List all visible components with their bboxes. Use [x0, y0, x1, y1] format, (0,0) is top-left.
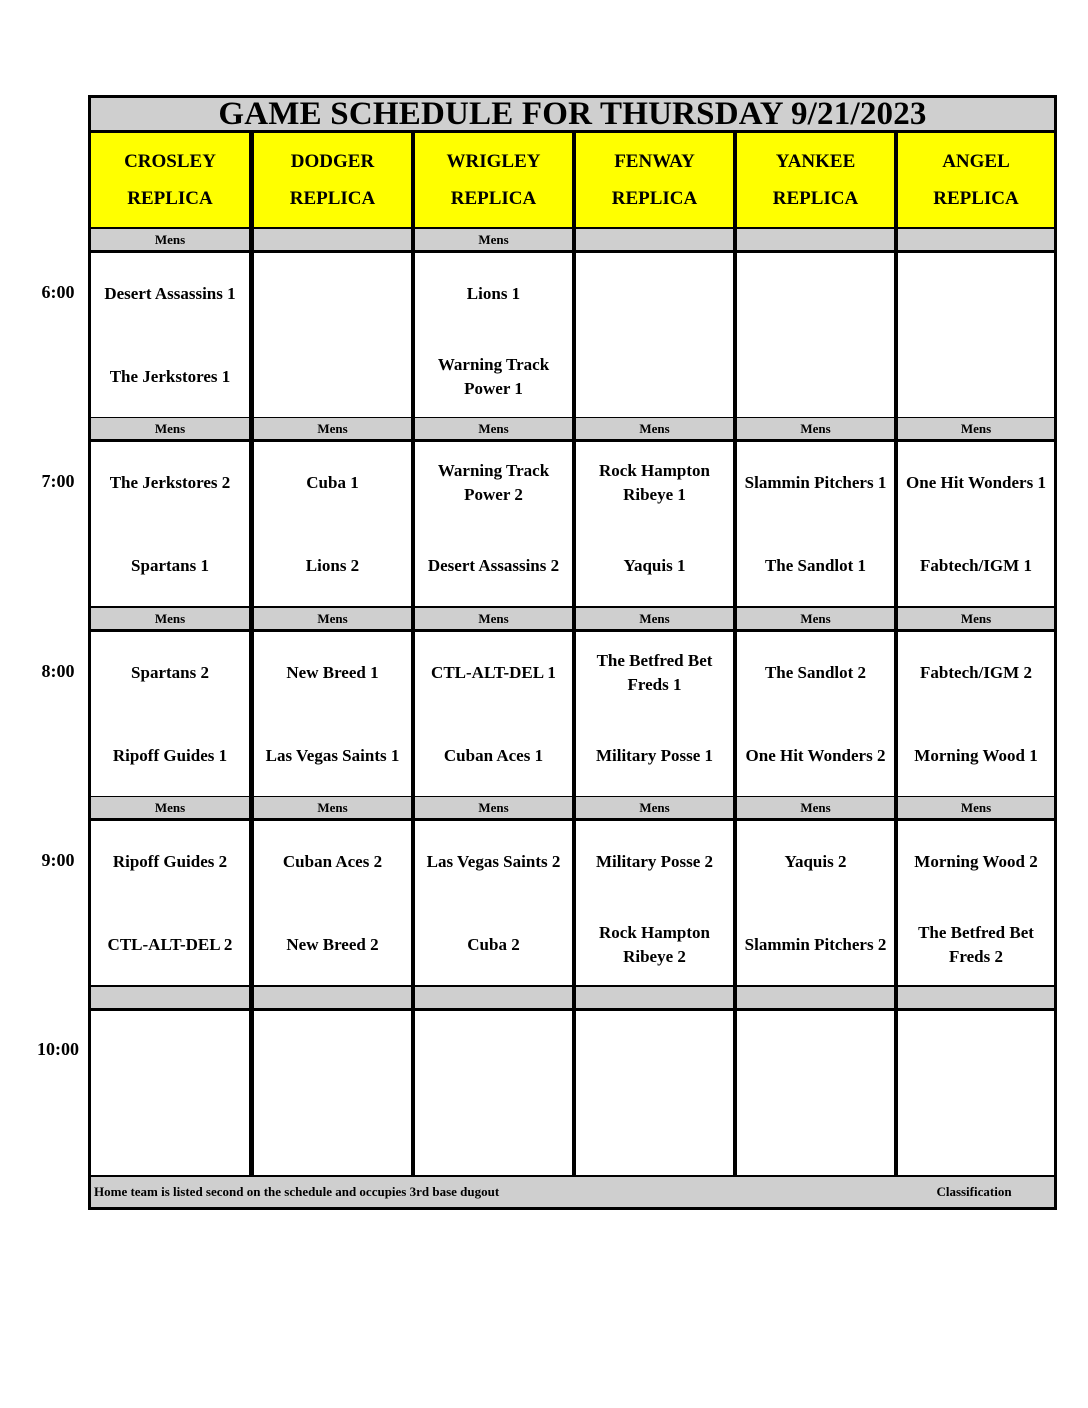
classification-cell: Mens: [91, 608, 249, 629]
field-name: FENWAY: [614, 151, 695, 172]
home-team: Las Vegas Saints 1: [265, 746, 400, 765]
classification-cell: Mens: [737, 797, 894, 818]
classification-cell: [898, 987, 1054, 1008]
page-title: GAME SCHEDULE FOR THURSDAY 9/21/2023: [91, 98, 1054, 130]
classification-cell: Mens: [898, 418, 1054, 439]
game-cell: [91, 253, 249, 417]
away-team: [576, 1021, 733, 1083]
classification-cell: [576, 229, 733, 250]
home-team: [737, 1104, 894, 1166]
footer-bar: [91, 1177, 1054, 1207]
game-cell: [576, 442, 733, 606]
away-team: Rock Hampton Ribeye 1: [599, 461, 710, 504]
game-cell: [91, 442, 249, 606]
game-cell: [415, 632, 572, 796]
home-team: Spartans 1: [131, 556, 209, 575]
game-cell: [91, 632, 249, 796]
away-team: [737, 263, 894, 325]
game-cell: [415, 442, 572, 606]
field-header-yankee: [737, 133, 894, 227]
home-team: Warning Track Power 1: [437, 355, 550, 398]
game-cell: [254, 253, 411, 417]
home-team: Slammin Pitchers 2: [744, 935, 887, 954]
away-team: Cuban Aces 2: [282, 852, 383, 871]
field-subtitle: REPLICA: [450, 188, 537, 209]
home-team: [415, 1104, 572, 1166]
home-team: One Hit Wonders 2: [745, 746, 886, 765]
game-cell: [576, 253, 733, 417]
home-team: [898, 346, 1054, 408]
game-cell: [737, 632, 894, 796]
away-team: [415, 1021, 572, 1083]
game-cell: [254, 1011, 411, 1175]
game-cell: [898, 1011, 1054, 1175]
classification-cell: [898, 229, 1054, 250]
away-team: Ripoff Guides 2: [112, 852, 228, 871]
classification-cell: [415, 987, 572, 1008]
game-cell: [576, 632, 733, 796]
classification-cell: Mens: [415, 229, 572, 250]
game-cell: [898, 821, 1054, 985]
field-subtitle: REPLICA: [933, 188, 1019, 209]
field-subtitle: REPLICA: [611, 188, 698, 209]
home-team: [898, 1104, 1054, 1166]
home-team: Ripoff Guides 1: [112, 746, 228, 765]
home-team: Cuba 2: [467, 935, 520, 954]
field-name: DODGER: [290, 151, 375, 172]
field-header-fenway: [576, 133, 733, 227]
game-cell: [415, 253, 572, 417]
classification-cell: Mens: [254, 418, 411, 439]
home-team: [254, 346, 411, 408]
home-team: Military Posse 1: [595, 746, 714, 765]
home-team: Cuban Aces 1: [443, 746, 544, 765]
home-team: [737, 346, 894, 408]
game-cell: [91, 1011, 249, 1175]
home-team: [91, 1104, 249, 1166]
game-cell: [576, 1011, 733, 1175]
away-team: Slammin Pitchers 1: [744, 473, 887, 492]
game-cell: [415, 821, 572, 985]
away-team: The Jerkstores 2: [109, 473, 231, 492]
classification-cell: [254, 987, 411, 1008]
away-team: [254, 263, 411, 325]
game-cell: [737, 1011, 894, 1175]
home-team: [254, 1104, 411, 1166]
home-team: The Betfred Bet Freds 2: [918, 923, 1034, 966]
away-team: [254, 1021, 411, 1083]
classification-cell: [737, 987, 894, 1008]
classification-cell: Mens: [737, 608, 894, 629]
time-label: 10:00: [37, 1039, 79, 1059]
away-team: [91, 1021, 249, 1083]
away-team: The Sandlot 2: [764, 663, 867, 682]
away-team: Cuba 1: [306, 473, 359, 492]
time-label: 9:00: [41, 850, 75, 870]
field-subtitle: REPLICA: [772, 188, 859, 209]
field-header-wrigley: [415, 133, 572, 227]
home-team: The Sandlot 1: [764, 556, 867, 575]
classification-legend: Classification: [936, 1184, 1012, 1199]
time-label: 6:00: [41, 282, 75, 302]
field-subtitle: REPLICA: [127, 188, 213, 209]
time-label: 7:00: [41, 471, 75, 491]
away-team: Lions 1: [466, 284, 521, 303]
classification-cell: Mens: [415, 797, 572, 818]
classification-cell: [576, 987, 733, 1008]
home-team: New Breed 2: [286, 935, 379, 954]
classification-cell: Mens: [254, 608, 411, 629]
field-header-angel: [898, 133, 1054, 227]
classification-cell: Mens: [898, 608, 1054, 629]
time-label: 8:00: [41, 661, 75, 681]
away-team: [737, 1021, 894, 1083]
away-team: CTL-ALT-DEL 1: [431, 663, 556, 682]
game-cell: [415, 1011, 572, 1175]
classification-cell: Mens: [91, 229, 249, 250]
away-team: Warning Track Power 2: [437, 461, 550, 504]
game-cell: [898, 442, 1054, 606]
classification-cell: [91, 987, 249, 1008]
classification-cell: Mens: [576, 608, 733, 629]
home-team: [576, 1104, 733, 1166]
game-cell: [254, 821, 411, 985]
field-name: WRIGLEY: [446, 151, 541, 172]
away-team: New Breed 1: [286, 663, 379, 682]
away-team: The Betfred Bet Freds 1: [596, 651, 713, 694]
away-team: Spartans 2: [131, 663, 209, 682]
away-team: Military Posse 2: [595, 852, 714, 871]
classification-cell: Mens: [415, 418, 572, 439]
home-team: Desert Assassins 2: [427, 556, 560, 575]
game-cell: [737, 821, 894, 985]
field-name: ANGEL: [942, 151, 1010, 172]
classification-cell: Mens: [576, 418, 733, 439]
away-team: [576, 263, 733, 325]
field-name: CROSLEY: [124, 151, 216, 172]
game-cell: [737, 253, 894, 417]
away-team: Fabtech/IGM 2: [920, 663, 1032, 682]
home-team: Yaquis 1: [623, 556, 686, 575]
away-team: [898, 263, 1054, 325]
schedule-table: [88, 95, 1057, 1210]
game-cell: [898, 253, 1054, 417]
away-team: One Hit Wonders 1: [906, 473, 1046, 492]
away-team: Las Vegas Saints 2: [426, 852, 561, 871]
classification-cell: Mens: [576, 797, 733, 818]
game-cell: [91, 821, 249, 985]
game-cell: [254, 632, 411, 796]
game-cell: [737, 442, 894, 606]
game-cell: [898, 632, 1054, 796]
home-team: The Jerkstores 1: [109, 367, 231, 386]
classification-cell: [254, 229, 411, 250]
classification-cell: Mens: [898, 797, 1054, 818]
game-cell: [576, 821, 733, 985]
classification-cell: Mens: [415, 608, 572, 629]
home-team: Rock Hampton Ribeye 2: [599, 923, 710, 966]
field-subtitle: REPLICA: [289, 188, 376, 209]
away-team: Morning Wood 2: [914, 852, 1038, 871]
classification-cell: Mens: [737, 418, 894, 439]
field-header-crosley: [91, 133, 249, 227]
field-header-dodger: [254, 133, 411, 227]
classification-cell: [737, 229, 894, 250]
field-name: YANKEE: [775, 151, 856, 172]
home-team: Fabtech/IGM 1: [920, 556, 1032, 575]
home-team: [576, 346, 733, 408]
home-team: Morning Wood 1: [914, 746, 1038, 765]
classification-cell: Mens: [91, 418, 249, 439]
away-team: Desert Assassins 1: [104, 284, 236, 303]
away-team: [898, 1021, 1054, 1083]
game-cell: [254, 442, 411, 606]
home-team: CTL-ALT-DEL 2: [107, 935, 233, 954]
classification-cell: Mens: [254, 797, 411, 818]
home-team-note: Home team is listed second on the schedule and occupies 3rd base dugout: [94, 1184, 500, 1199]
away-team: Yaquis 2: [784, 852, 847, 871]
classification-cell: Mens: [91, 797, 249, 818]
home-team: Lions 2: [305, 556, 360, 575]
